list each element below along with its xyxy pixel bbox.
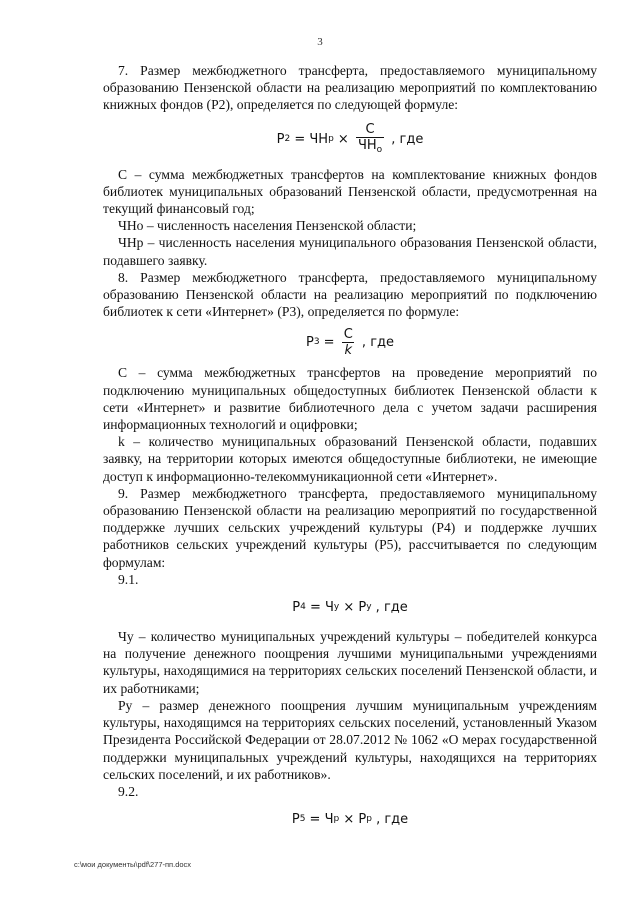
subsection-9-1: 9.1.: [118, 571, 139, 587]
formula-p3: P 3 = $\frac{C}{k}$ , где: [305, 326, 395, 358]
definition-c-internet: C – сумма межбюджетных трансфертов на проведение мероприятий по подключению муниципальных общедоступных библиотек Пензенской области к сети «Интернет» и развитие библиотечного дела с учетом задачи расширения информационных технологий и оцифровки;: [103, 365, 597, 433]
file-path-footer: c:\мои документы\pdf\277-пп.docx: [74, 860, 192, 869]
definition-k: k – количество муниципальных образований Пензенской области, подавших заявку, на территории которых имеются общедоступные библиотеки, не имеющие доступ к информационно-телекоммуникационной сети «Интернет».: [103, 434, 597, 484]
definition-cho: ЧНо – численность населения Пензенской области;: [118, 218, 417, 234]
formula-p2-fraction: $\frac{C}{ЧН_о}$: [356, 122, 384, 158]
document-body: [103, 62, 597, 838]
definition-c: C – сумма межбюджетных трансфертов на комплектование книжных фондов библиотек муниципальных образований Пензенской области, предусмотренная на текущий финансовый год;: [103, 166, 597, 217]
subsection-9-2: 9.2.: [118, 783, 139, 799]
formula-p5: P 5 = Ч р × P р , где: [291, 811, 409, 827]
formula-p2: P 2 = ЧН р × $\frac{C}{ЧН_о}$ , где: [103, 114, 597, 166]
paragraph-8: 8. Размер межбюджетного трансферта, предоставляемого муниципальному образованию Пензенской области на реализацию мероприятий по подключению библиотек к сети «Интернет» (P3), определяется по формуле:: [103, 269, 597, 320]
paragraph-9: 9. Размер межбюджетного трансферта, предоставляемого муниципальному образованию Пензенской области на реализацию мероприятий по государственной поддержке лучших сельских учреждений культуры (P4) и поддержке лучших работников сельских учреждений культуры (P5), рассчитывается по следующим формулам:: [103, 485, 597, 570]
definition-pu: Pу – размер денежного поощрения лучшим муниципальным учреждениям культуры, находящимся на территориях сельских поселений, установленный Указом Президента Российской Федерации от 28.07.2012 № 1062 «О мерах государственной поддержки муниципальных учреждений культуры, находящихся на территориях сельских поселений, и их работников».: [103, 697, 597, 782]
definition-chu: Чу – количество муниципальных учреждений культуры – победителей конкурса на получение денежного поощрения лучшими муниципальными учреждениями культуры, находящимися на территориях сельских поселений Пензенской области, и их работниками;: [103, 629, 597, 696]
paragraph-7: 7. Размер межбюджетного трансферта, предоставляемого муниципальному образованию Пензенской области на реализацию мероприятий по комплектованию книжных фондов (P2), определяется по следующей формуле:: [103, 63, 597, 113]
definition-chr: ЧНр – численность населения муниципального образования Пензенской области, подавшего заявку.: [103, 235, 597, 268]
formula-p2-lhs: P: [276, 132, 285, 147]
formula-p4: P 4 = Ч у × P у , где: [292, 600, 408, 616]
formula-p3-fraction: $\frac{C}{k}$: [343, 326, 353, 358]
page-number: 3: [317, 36, 323, 48]
